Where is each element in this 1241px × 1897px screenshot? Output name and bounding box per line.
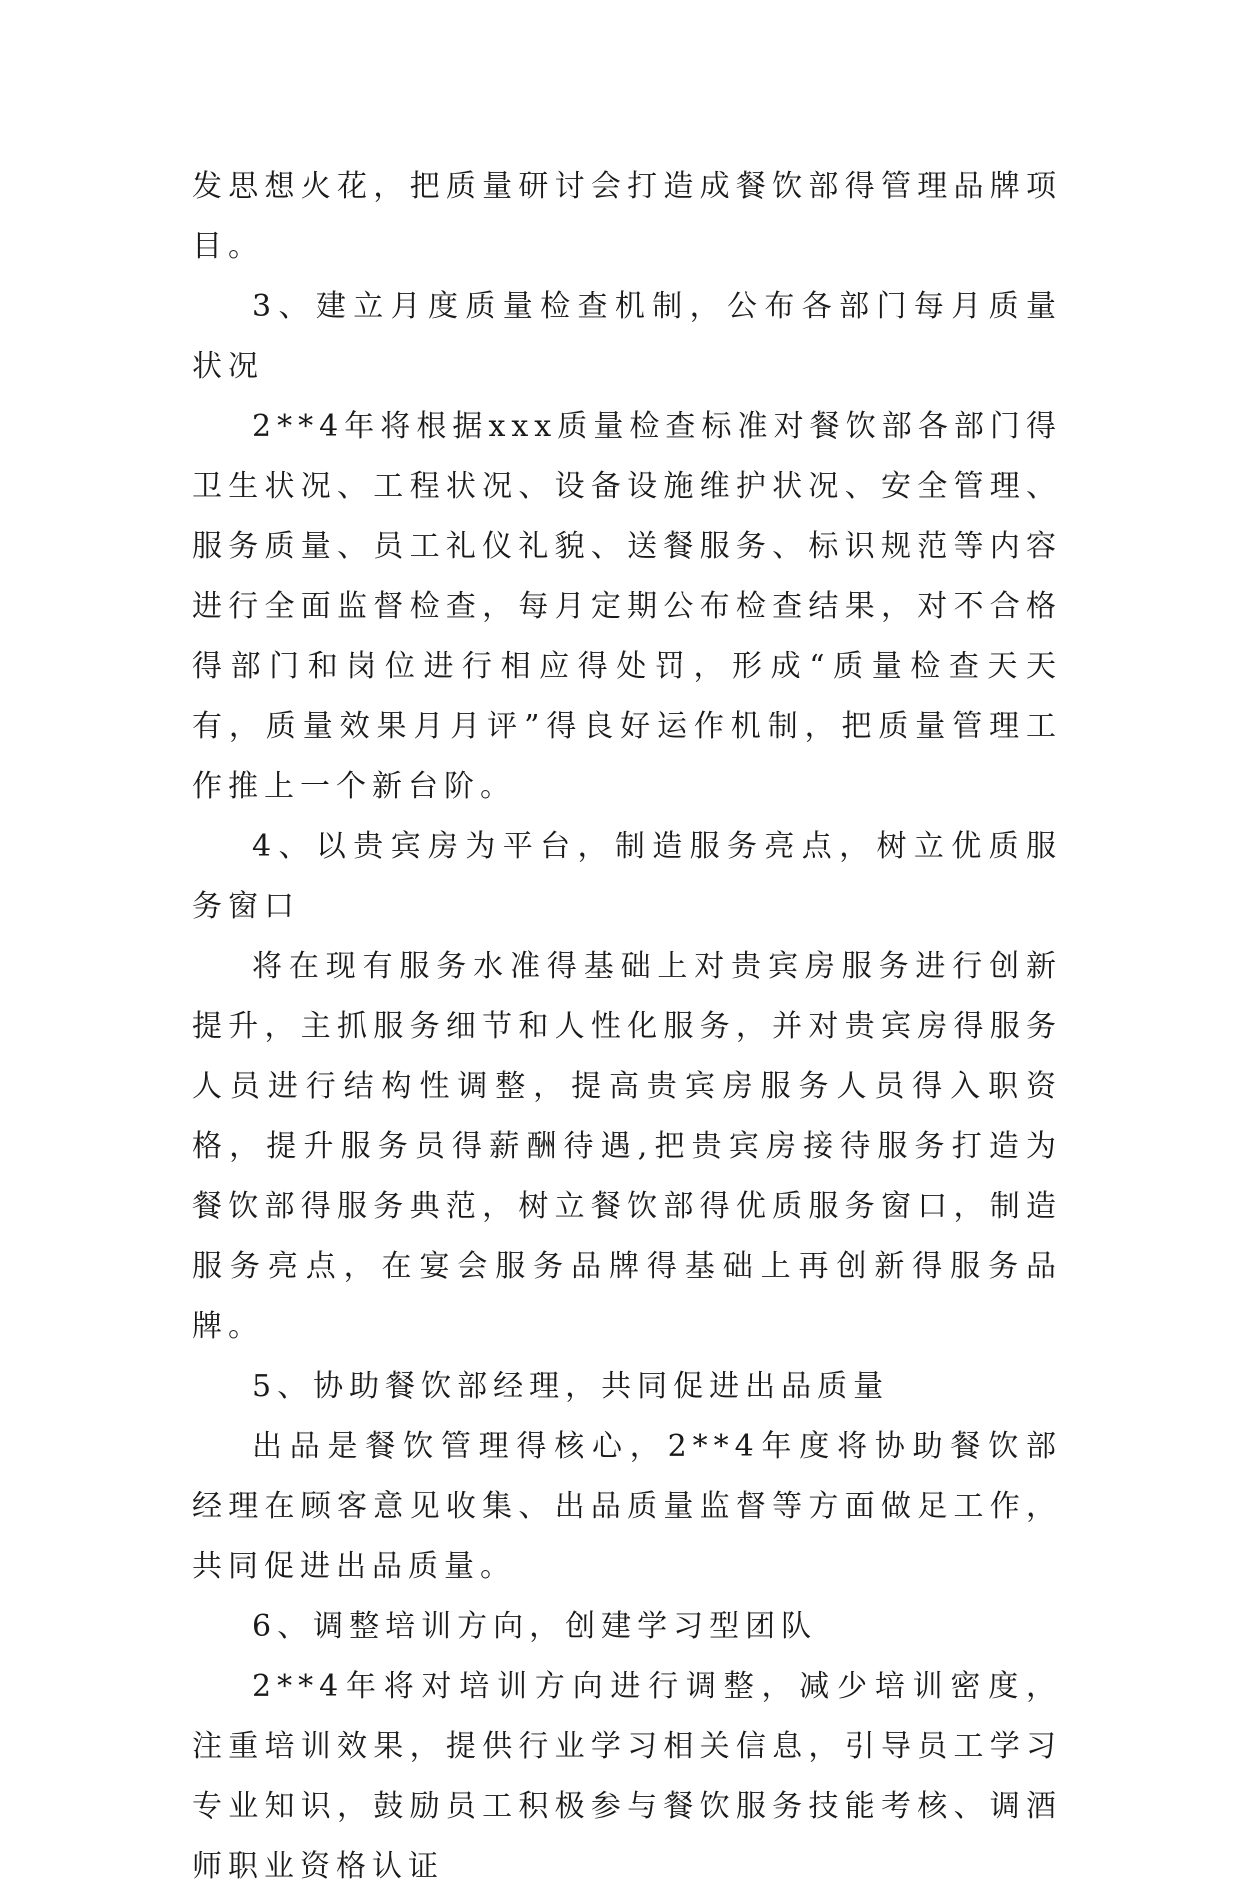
section-heading-5: 5、协助餐饮部经理，共同促进出品质量 (252, 1369, 890, 1404)
paragraph-vip-room-service: 将在现有服务水准得基础上对贵宾房服务进行创新提升，主抓服务细节和人性化服务，并对贵宾房得服务人员进行结构性调整，提高贵宾房服务人员得入职资格，提升服务员得薪酬待遇,把贵宾房接待服务打造为餐饮部得服务典范，树立餐饮部得优质服务窗口，制造服务亮点，在宴会服务品牌得基础上再创新得服务品牌。 (192, 949, 1062, 1344)
section-heading-6: 6、调整培训方向，创建学习型团队 (252, 1609, 818, 1644)
paragraph-quality-inspection: 2**4年将根据xxx质量检查标准对餐饮部各部门得卫生状况、工程状况、设备设施维护状况、安全管理、服务质量、员工礼仪礼貌、送餐服务、标识规范等内容进行全面监督检查，每月定期公布检查结果，对不合格得部门和岗位进行相应得处罚，形成“质量检查天天有，质量效果月月评”得良好运作机制，把质量管理工作推上一个新台阶。 (192, 409, 1062, 804)
section-heading-3: 3、建立月度质量检查机制，公布各部门每月质量状况 (192, 289, 1062, 384)
paragraph-product-quality: 出品是餐饮管理得核心，2**4年度将协助餐饮部经理在顾客意见收集、出品质量监督等方面做足工作，共同促进出品质量。 (192, 1429, 1062, 1584)
paragraph-continuation: 发思想火花，把质量研讨会打造成餐饮部得管理品牌项目。 (192, 169, 1062, 264)
paragraph-training-direction: 2**4年将对培训方向进行调整，减少培训密度，注重培训效果，提供行业学习相关信息，引导员工学习专业知识，鼓励员工积极参与餐饮服务技能考核、调酒师职业资格认证 (192, 1669, 1062, 1884)
section-heading-4: 4、以贵宾房为平台，制造服务亮点，树立优质服务窗口 (192, 829, 1062, 924)
document-body (192, 157, 1062, 1897)
